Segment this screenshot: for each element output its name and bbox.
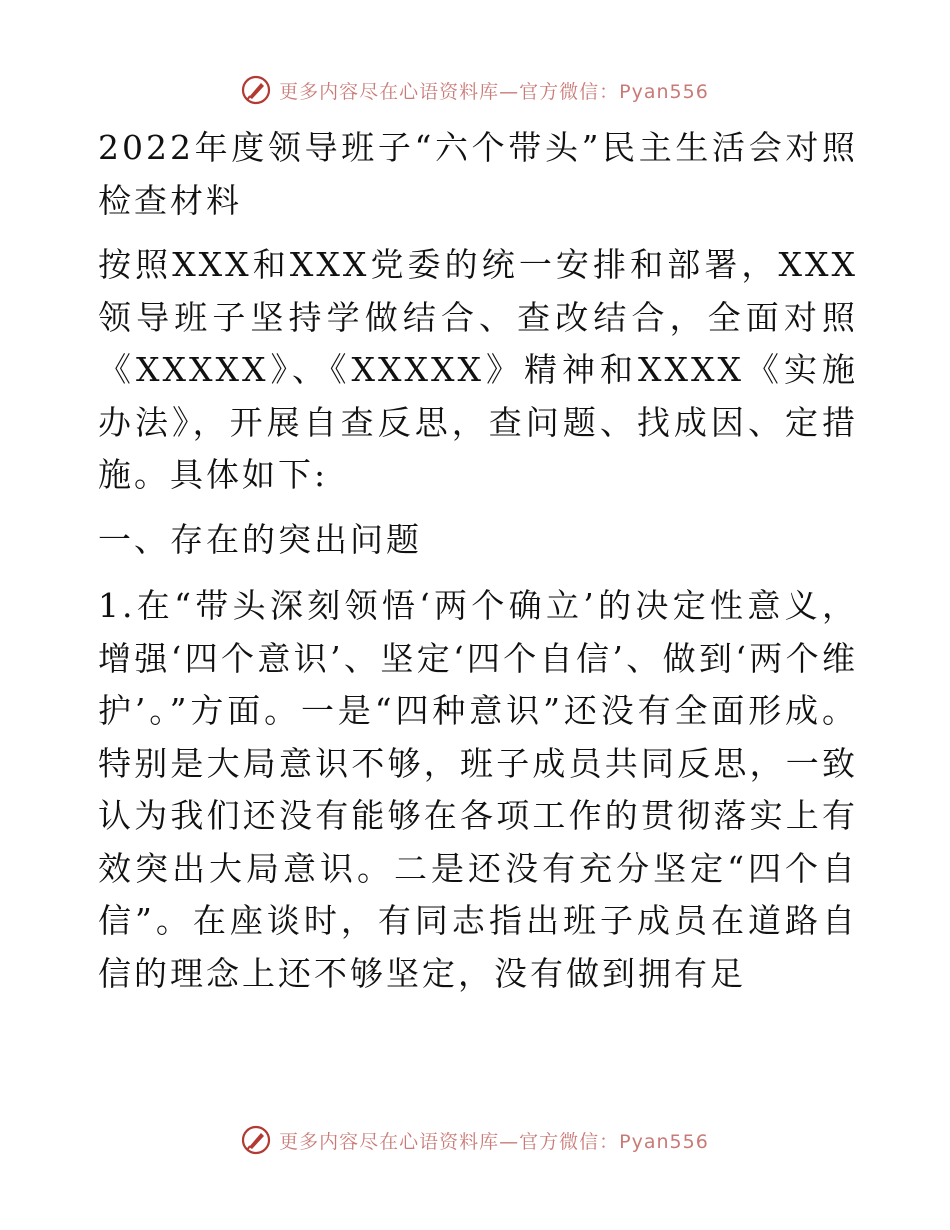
- document-body: [98, 122, 858, 1000]
- document-title: 2022年度领导班子“六个带头”民主生活会对照检查材料: [98, 128, 858, 220]
- header-watermark: [0, 70, 950, 110]
- watermark-text: 更多内容尽在心语资料库—官方微信：Pyan556: [279, 80, 709, 103]
- body-paragraph: 1.在“带头深刻领悟‘两个确立’的决定性意义，增强‘四个意识’、坚定‘四个自信’、做到‘两个维护’。”方面。一是“四种意识”还没有全面形成。特别是大局意识不够，班子成员共同反思，一致认为我们还没有能够在各项工作的贯彻落实上有效突出大局意识。二是还没有充分坚定“四个自信”。在座谈时，有同志指出班子成员在道路自信的理念上还不够坚定，没有做到拥有足: [98, 586, 858, 993]
- watermark-text: 更多内容尽在心语资料库—官方微信：Pyan556: [279, 1130, 709, 1153]
- intro-paragraph: 按照XXX和XXX党委的统一安排和部署，XXX领导班子坚持学做结合、查改结合，全面对照《XXXXX》、《XXXXX》精神和XXXX《实施办法》，开展自查反思，查问题、找成因、定措施。具体如下:: [98, 245, 858, 494]
- section-heading: 一、存在的突出问题: [98, 519, 422, 559]
- quill-logo-icon: [241, 75, 271, 105]
- footer-watermark: [0, 1120, 950, 1160]
- quill-logo-icon: [241, 1125, 271, 1155]
